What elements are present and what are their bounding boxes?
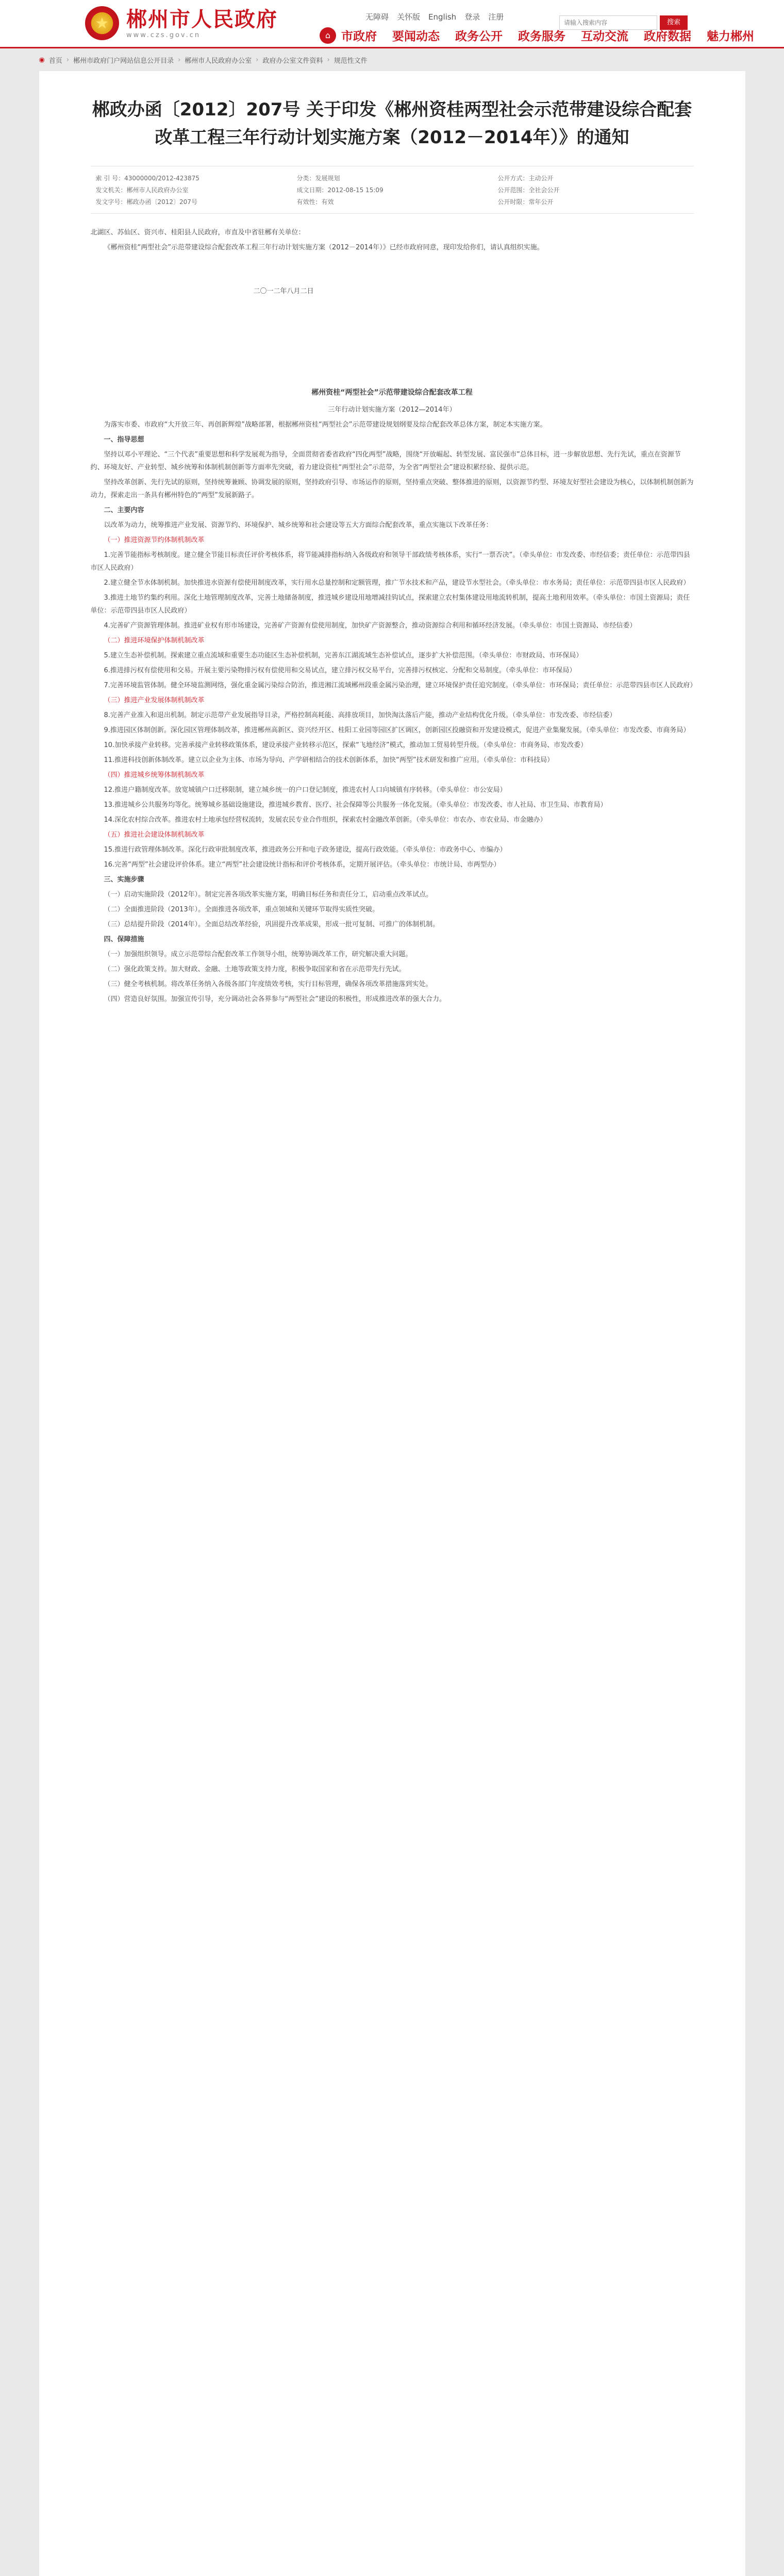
body-paragraph: 一、指导思想	[104, 436, 144, 444]
breadcrumb-item[interactable]: 规范性文件	[333, 57, 368, 65]
util-care[interactable]: 关怀版	[397, 12, 421, 22]
meta-item: 发文字号：郴政办函〔2012〕207号	[95, 198, 197, 206]
header	[0, 0, 784, 48]
body-paragraph: 10.加快承接产业转移。完善承接产业转移政策体系，建设承接产业转移示范区，探索“飞地经济”模式，推动加工贸易转型升级。（牵头单位：市商务局、市发改委）	[104, 741, 588, 749]
nav-item-interaction[interactable]: 互动交流	[581, 30, 628, 43]
body-paragraph: （二）推进环境保护体制机制改革	[104, 637, 205, 645]
body-paragraph: （二）全面推进阶段（2013年）。全面推进各项改革，重点领域和关键环节取得实质性突破。	[104, 906, 379, 913]
body-paragraph: （五）推进社会建设体制机制改革	[104, 831, 205, 839]
util-login[interactable]: 登录	[464, 12, 480, 22]
body-paragraph: （三）推进产业发展体制机制改革	[104, 697, 205, 704]
body-paragraph: （一）推进资源节约体制机制改革	[104, 536, 205, 544]
home-icon[interactable]: ⌂	[320, 27, 336, 44]
body-paragraph: （四）推进城乡统筹体制机制改革	[104, 771, 205, 779]
body-paragraph: （一）启动实施阶段（2012年）。制定完善各项改革实施方案，明确目标任务和责任分工，启动重点改革试点。	[104, 891, 433, 899]
body-paragraph: 8.完善产业准入和退出机制。制定示范带产业发展指导目录，严格控制高耗能、高排放项目，加快淘汰落后产能，推动产业结构优化升级。（牵头单位：市发改委、市经信委）	[104, 711, 616, 719]
breadcrumb-item[interactable]: 首页	[48, 57, 62, 65]
body-paragraph: 14.深化农村综合改革。推进农村土地承包经营权流转，发展农民专业合作组织，探索农村金融改革创新。（牵头单位：市农办、市农业局、市金融办）	[104, 816, 547, 824]
nav-item-charm[interactable]: 魅力郴州	[707, 30, 754, 43]
intro-paragraph: 《郴州资桂“两型社会”示范带建设综合配套改革工程三年行动计划实施方案（2012－2014年）》已经市政府同意，现印发给你们，请认真组织实施。	[104, 244, 544, 251]
body-paragraph: 坚持改革创新、先行先试的原则，坚持统筹兼顾、协调发展的原则，坚持政府引导、市场运作的原则，坚持重点突破、整体推进的原则，以资源节约型、环境友好型社会建设为核心，以体制机制创新为动力，探索走出一条具有郴州特色的“两型”发展新路子。	[90, 479, 694, 499]
breadcrumb-item[interactable]: 郴州市人民政府办公室	[185, 57, 252, 65]
meta-item: 成文日期：2012-08-15 15:09	[296, 187, 383, 194]
site-url: www.czs.gov.cn	[126, 31, 201, 39]
body-paragraph: 16.完善“两型”社会建设评价体系。建立“两型”社会建设统计指标和评价考核体系，定期开展评估。（牵头单位：市统计局、市两型办）	[104, 861, 501, 869]
page-title: 郴政办函〔2012〕207号 关于印发《郴州资桂两型社会示范带建设综合配套改革工程三年行动计划实施方案（2012－2014年）》的通知	[92, 99, 692, 148]
nav-item-open-gov[interactable]: 政务公开	[455, 30, 503, 43]
meta-item: 有效性：有效	[296, 198, 334, 206]
nav-item-services[interactable]: 政务服务	[518, 30, 565, 43]
util-accessibility[interactable]: 无障碍	[365, 12, 389, 22]
nav-item-government[interactable]: 市政府	[341, 30, 377, 43]
breadcrumb-item[interactable]: 政府办公室文件资料	[262, 57, 323, 65]
body-paragraph: （一）加强组织领导。成立示范带综合配套改革工作领导小组，统筹协调改革工作，研究解决重大问题。	[104, 951, 412, 958]
nav-item-news[interactable]: 要闻动态	[392, 30, 440, 43]
doc-title: 郴州资桂“两型社会”示范带建设综合配套改革工程	[311, 388, 473, 397]
nav-item-data[interactable]: 政府数据	[644, 30, 691, 43]
breadcrumb-separator: ›	[327, 56, 330, 64]
body-paragraph: 坚持以邓小平理论、“三个代表”重要思想和科学发展观为指导，全面贯彻省委省政府“四化两型”战略，围绕“开放崛起、转型发展、富民强市”总体目标，进一步解放思想、先行先试，重点在资源节约、环境友好、产业转型、城乡统筹和体制机制创新等方面率先突破，着力建设资桂“两型社会”示范带，为全省“两型社会”建设积累经验、提供示范。	[90, 451, 681, 471]
body-paragraph: 以改革为动力，统筹推进产业发展、资源节约、环境保护、城乡统筹和社会建设等五大方面综合配套改革，重点实施以下改革任务：	[104, 521, 493, 529]
search-button[interactable]: 搜索	[660, 15, 688, 30]
meta-item: 公开方式：主动公开	[497, 175, 554, 182]
meta-item: 索 引 号：43000000/2012-423875	[95, 175, 199, 182]
body-paragraph: 13.推进城乡公共服务均等化。统筹城乡基础设施建设，推进城乡教育、医疗、社会保障等公共服务一体化发展。（牵头单位：市发改委、市人社局、市卫生局、市教育局）	[104, 801, 607, 809]
issue-date: 二〇一二年八月二日	[253, 287, 314, 295]
meta-item: 分类：发展规划	[296, 175, 340, 182]
util-english[interactable]: English	[428, 12, 457, 22]
site-logo[interactable]	[85, 6, 278, 40]
body-paragraph: 为落实市委、市政府“大开放三年、再创新辉煌”战略部署，根据郴州资桂“两型社会”示范带建设规划纲要及综合配套改革总体方案，制定本实施方案。	[104, 421, 547, 429]
spacer	[91, 300, 694, 382]
body-paragraph: 5.建立生态补偿机制。探索建立重点流域和重要生态功能区生态补偿机制，完善东江湖流域生态补偿试点，逐步扩大补偿范围。（牵头单位：市财政局、市环保局）	[104, 652, 583, 659]
national-emblem-icon: ★	[85, 6, 119, 40]
breadcrumb	[39, 48, 745, 71]
body-paragraph: 1.完善节能指标考核制度。建立健全节能目标责任评价考核体系，将节能减排指标纳入各级政府和领导干部政绩考核体系，实行“一票否决”。（牵头单位：市发改委、市经信委；责任单位：示范带四县市区人民政府）	[90, 551, 690, 572]
body-paragraph: 2.建立健全节水体制机制。加快推进水资源有偿使用制度改革，实行用水总量控制和定额管理，推广节水技术和产品，建设节水型社会。（牵头单位：市水务局；责任单位：示范带四县市区人民政府）	[104, 579, 690, 587]
breadcrumb-item[interactable]: 郴州市政府门户网站信息公开目录	[73, 57, 174, 65]
body-paragraph: （四）营造良好氛围。加强宣传引导，充分调动社会各界参与“两型社会”建设的积极性，形成推进改革的强大合力。	[104, 995, 446, 1003]
document-meta	[91, 166, 694, 214]
body-paragraph: （二）强化政策支持。加大财政、金融、土地等政策支持力度，积极争取国家和省在示范带先行先试。	[104, 965, 406, 973]
body-paragraph: 三、实施步骤	[104, 876, 144, 884]
meta-item: 公开范围：全社会公开	[497, 187, 560, 194]
article-container	[39, 71, 745, 2576]
body-paragraph: 7.完善环境监管体制。健全环境监测网络，强化重金属污染综合防治，推进湘江流域郴州段重金属污染治理，建立环境保护责任追究制度。（牵头单位：市环保局；责任单位：示范带四县市区人民政府）	[104, 682, 697, 689]
breadcrumb-separator: ›	[178, 56, 181, 64]
utility-links	[363, 11, 506, 22]
doc-subtitle: 三年行动计划实施方案（2012—2014年）	[328, 406, 456, 414]
body-paragraph: （三）总结提升阶段（2014年）。全面总结改革经验，巩固提升改革成果，形成一批可复制、可推广的体制机制。	[104, 921, 440, 928]
body-paragraph: 二、主要内容	[104, 506, 144, 514]
body-paragraph: 4.完善矿产资源管理体制。推进矿业权有形市场建设，完善矿产资源有偿使用制度，加快矿产资源整合，推动资源综合利用和循环经济发展。（牵头单位：市国土资源局、市经信委）	[104, 622, 637, 630]
body-paragraph: 6.推进排污权有偿使用和交易。开展主要污染物排污权有偿使用和交易试点，建立排污权交易平台，完善排污权核定、分配和交易制度。（牵头单位：市环保局）	[104, 667, 576, 674]
meta-item: 公开时限：常年公开	[497, 198, 554, 206]
body-paragraph: 四、保障措施	[104, 936, 144, 943]
body-paragraph: 12.推进户籍制度改革。放宽城镇户口迁移限制，建立城乡统一的户口登记制度，推进农村人口向城镇有序转移。（牵头单位：市公安局）	[104, 786, 507, 794]
article-body	[90, 214, 697, 1006]
body-paragraph: （三）健全考核机制。将改革任务纳入各级各部门年度绩效考核，实行目标管理，确保各项改革措施落到实处。	[104, 980, 432, 988]
breadcrumb-separator: ›	[256, 56, 259, 64]
body-paragraph: 11.推进科技创新体制改革。建立以企业为主体、市场为导向、产学研相结合的技术创新体系，加快“两型”技术研发和推广应用。（牵头单位：市科技局）	[104, 756, 554, 764]
main-nav	[320, 27, 770, 44]
salutation: 北湖区、苏仙区、资兴市、桂阳县人民政府，市直及中省驻郴有关单位：	[90, 229, 305, 236]
location-pin-icon: ◉	[39, 56, 45, 64]
meta-item: 发文机关：郴州市人民政府办公室	[95, 187, 189, 194]
paragraph-list	[90, 418, 697, 1006]
body-paragraph: 3.推进土地节约集约利用。深化土地管理制度改革，完善土地储备制度，推进城乡建设用地增减挂钩试点，探索建立农村集体建设用地流转机制，提高土地利用效率。（牵头单位：市国土资源局；责任单位：示范带四县市区人民政府）	[90, 594, 690, 615]
body-paragraph: 9.推进园区体制创新。深化园区管理体制改革，推进郴州高新区、资兴经开区、桂阳工业园等园区扩区调区，创新园区投融资和开发建设模式，促进产业集聚发展。（牵头单位：市发改委、市商务局）	[104, 726, 690, 734]
breadcrumb-separator: ›	[66, 56, 70, 64]
site-name: 郴州市人民政府	[126, 7, 278, 31]
body-paragraph: 15.推进行政管理体制改革。深化行政审批制度改革，推进政务公开和电子政务建设，提高行政效能。（牵头单位：市政务中心、市编办）	[104, 846, 507, 854]
util-register[interactable]: 注册	[488, 12, 504, 22]
